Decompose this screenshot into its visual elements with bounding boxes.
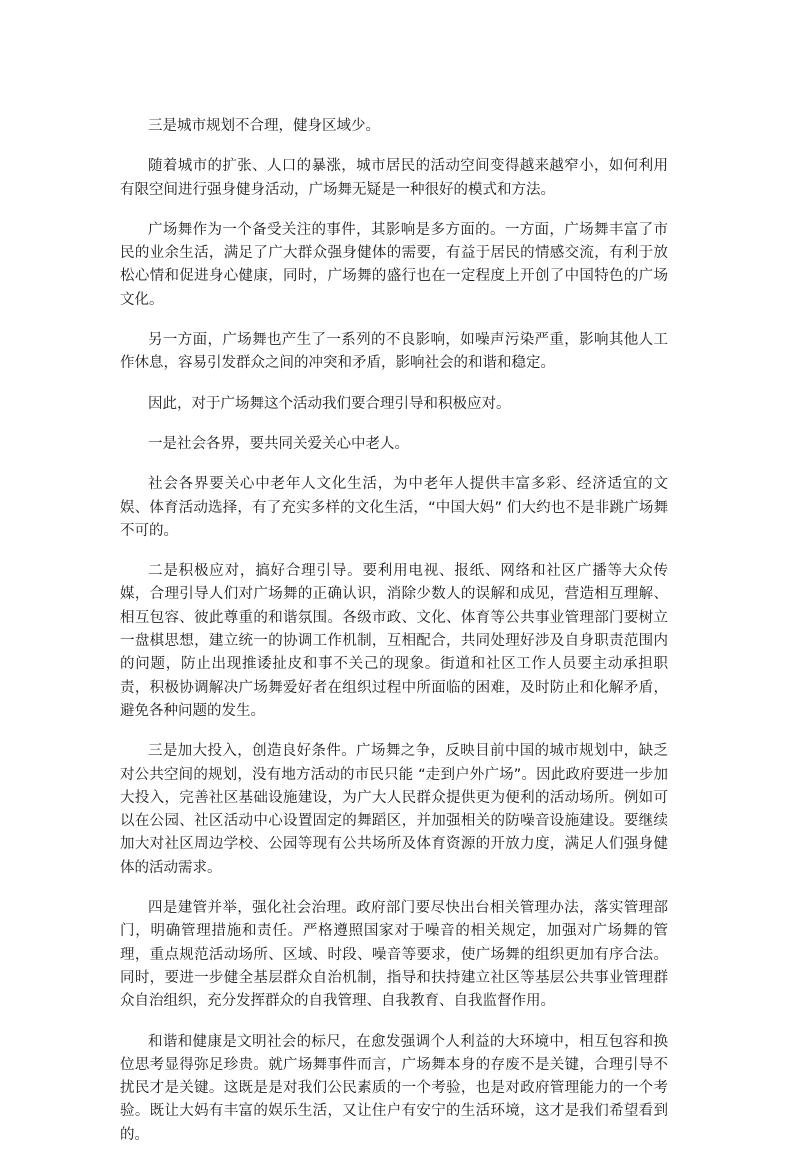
- paragraph-11: 和谐和健康是文明社会的标尺，在愈发强调个人利益的大环境中，相互包容和换位思考显得弥足珍贵。就广场舞事件而言，广场舞本身的存废不是关键，合理引导不扰民才是关键。这既是是对我们公民素质的一个考验，也是对政府管理能力的一个考验。既让大妈有丰富的娱乐生活，又让住户有安宁的生活环境，这才是我们希望看到的。: [120, 1033, 668, 1143]
- paragraph-10: 四是建管并举，强化社会治理。政府部门要尽快出台相关管理办法，落实管理部门，明确管理措施和责任。严格遵照国家对于噪音的相关规定，加强对广场舞的管理，重点规范活动场所、区域、时段、噪音等要求，使广场舞的组织更加有序合法。同时，要进一步健全基层群众自治机制，指导和扶持建立社区等基层公共事业管理群众自治组织，充分发挥群众的自我管理、自我教育、自我监督作用。: [120, 900, 668, 1010]
- paragraph-5: 因此，对于广场舞这个活动我们要合理引导和积极应对。: [148, 395, 511, 412]
- paragraph-2: 随着城市的扩张、人口的暴涨，城市居民的活动空间变得越来越窄小，如何利用有限空间进行强身健身活动，广场舞无疑是一种很好的模式和方法。: [120, 158, 668, 198]
- paragraph-6: 一是社会各界，要共同关爱关心中老人。: [148, 435, 409, 452]
- document-body: [120, 115, 668, 1164]
- paragraph-7: 社会各界要关心中老年人文化生活，为中老年人提供丰富多彩、经济适宜的文娱、体育活动选择，有了充实多样的文化生活，“中国大妈” 们大约也不是非跳广场舞不可的。: [120, 476, 668, 539]
- paragraph-9: 三是加大投入，创造良好条件。广场舞之争，反映目前中国的城市规划中，缺乏对公共空间的规划，没有地方活动的市民只能 “走到户外广场”。因此政府要进一步加大投入，完善社区基础设施建设，为广大人民群众提供更为便利的活动场所。例如可以在公园、社区活动中心设置固定的舞蹈区，并加强相关的防噪音设施建设。要继续加大对社区周边学校、公园等现有公共场所及体育资源的开放力度，满足人们强身健体的活动需求。: [120, 743, 668, 876]
- paragraph-3: 广场舞作为一个备受关注的事件，其影响是多方面的。一方面，广场舞丰富了市民的业余生活，满足了广大群众强身健体的需要，有益于居民的情感交流，有利于放松心情和促进身心健康，同时，广场舞的盛行也在一定程度上开创了中国特色的广场文化。: [120, 221, 668, 308]
- paragraph-8: 二是积极应对，搞好合理引导。要利用电视、报纸、网络和社区广播等大众传媒，合理引导人们对广场舞的正确认识，消除少数人的误解和成见，营造相互理解、相互包容、彼此尊重的和谐氛围。各级市政、文化、体育等公共事业管理部门要树立一盘棋思想，建立统一的协调工作机制，互相配合，共同处理好涉及自身职责范围内的问题，防止出现推诿扯皮和事不关己的现象。街道和社区工作人员要主动承担职责，积极协调解决广场舞爱好者在组织过程中所面临的困难，及时防止和化解矛盾，避免各种问题的发生。: [120, 563, 668, 719]
- paragraph-4: 另一方面，广场舞也产生了一系列的不良影响，如噪声污染严重，影响其他人工作休息，容易引发群众之间的冲突和矛盾，影响社会的和谐和稳定。: [120, 332, 668, 372]
- paragraph-1: 三是城市规划不合理，健身区域少。: [148, 118, 380, 134]
